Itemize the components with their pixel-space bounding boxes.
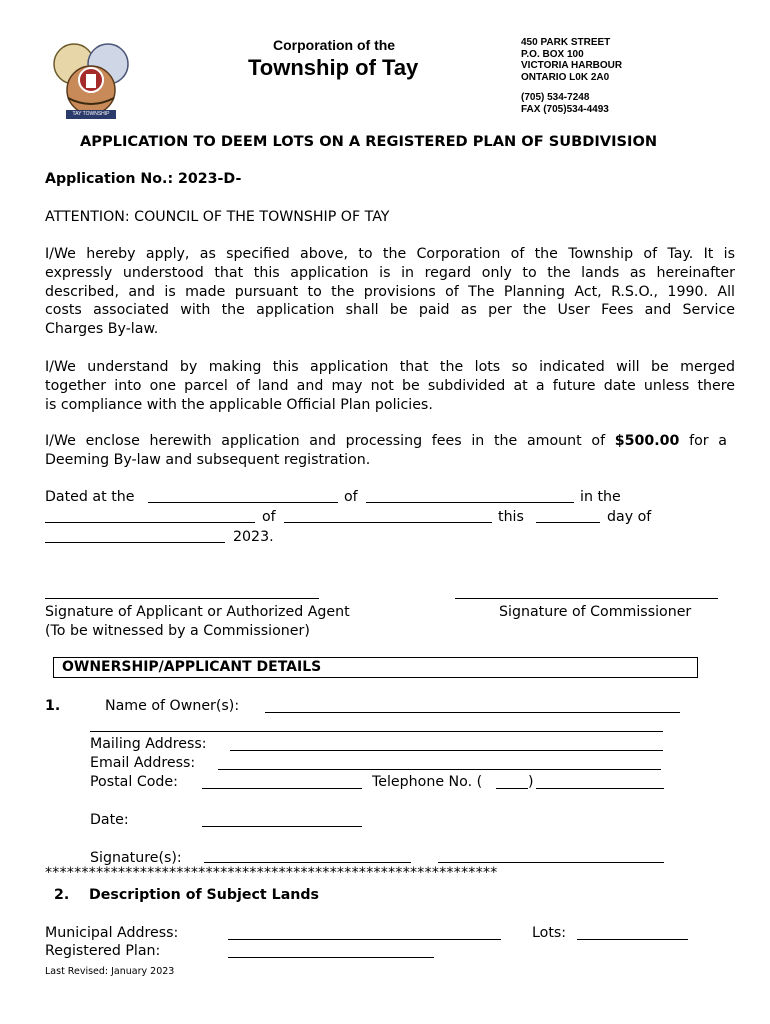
owner-signature-field-2[interactable] xyxy=(438,862,664,863)
attention-line: ATTENTION: COUNCIL OF THE TOWNSHIP OF TAY xyxy=(45,209,390,225)
telephone-field[interactable] xyxy=(536,788,664,789)
address-line: 450 PARK STREET xyxy=(521,37,611,48)
owner-name-field-2[interactable] xyxy=(90,731,663,732)
area-code-field[interactable] xyxy=(496,788,528,789)
dated-county-field[interactable] xyxy=(284,522,492,523)
telephone-label: Telephone No. ( xyxy=(372,774,483,790)
ownership-heading-box xyxy=(53,657,698,678)
registered-plan-field[interactable] xyxy=(228,957,434,958)
address-line: VICTORIA HARBOUR xyxy=(521,60,623,71)
dated-municipality-field[interactable] xyxy=(366,502,574,503)
commissioner-signature-label: Signature of Commissioner xyxy=(499,604,692,620)
document-title: APPLICATION TO DEEM LOTS ON A REGISTERED PLAN OF SUBDIVISION xyxy=(80,133,658,150)
paragraph-line: I/We understand by making this application that the lots so indicated will be merged xyxy=(45,359,735,375)
date-field[interactable] xyxy=(202,826,362,827)
municipal-address-field[interactable] xyxy=(228,939,501,940)
ownership-heading: OWNERSHIP/APPLICANT DETAILS xyxy=(62,659,322,675)
postal-code-label: Postal Code: xyxy=(90,774,178,790)
owner-name-label: Name of Owner(s): xyxy=(105,698,240,714)
dated-day-of-label: day of xyxy=(607,509,652,525)
paragraph-line: costs associated with the application shall be paid as per the User Fees and Service xyxy=(45,302,735,319)
dated-region-field[interactable] xyxy=(45,522,255,523)
commissioner-signature-field[interactable] xyxy=(455,598,718,599)
registered-plan-label: Registered Plan: xyxy=(45,943,161,959)
mailing-address-block xyxy=(521,37,622,115)
witness-note: (To be witnessed by a Commissioner) xyxy=(45,623,310,639)
dated-this-label: this xyxy=(498,509,524,525)
paragraph-line: Deeming By-law and subsequent registration. xyxy=(45,451,371,468)
dated-day-field[interactable] xyxy=(536,522,600,523)
subject-lands-heading: Description of Subject Lands xyxy=(89,887,319,903)
paragraph-line: I/We hereby apply, as specified above, to the Corporation of the Township of Tay. It is xyxy=(45,246,735,262)
section-2-number: 2. xyxy=(54,887,70,903)
dated-at-label: Dated at the xyxy=(45,489,135,505)
municipal-address-label: Municipal Address: xyxy=(45,925,179,941)
dated-year-label: 2023. xyxy=(233,529,274,545)
dated-place-field[interactable] xyxy=(148,502,338,503)
paragraph-line: expressly understood that this application is in regard only to the lands as hereinafter xyxy=(45,264,735,281)
dated-in-the-label: in the xyxy=(580,489,621,505)
lots-field[interactable] xyxy=(577,939,688,940)
fee-text-after: for a xyxy=(679,433,727,449)
fax-number: FAX (705)534-4493 xyxy=(521,103,609,115)
dated-of-label: of xyxy=(344,489,358,505)
email-address-field[interactable] xyxy=(218,769,661,770)
dated-of2-label: of xyxy=(262,509,276,525)
date-label: Date: xyxy=(90,812,129,828)
phone-number: (705) 534-7248 xyxy=(521,92,590,103)
township-name: Township of Tay xyxy=(248,55,419,80)
dated-month-field[interactable] xyxy=(45,542,225,543)
postal-code-field[interactable] xyxy=(202,788,362,789)
telephone-close-paren: ) xyxy=(528,774,534,790)
township-logo xyxy=(50,40,132,122)
mailing-address-field[interactable] xyxy=(230,750,663,751)
stars-divider: ************************************************************** xyxy=(45,865,498,881)
last-revised-footer: Last Revised: January 2023 xyxy=(45,966,175,977)
mailing-address-label: Mailing Address: xyxy=(90,736,207,752)
owner-signature-field-1[interactable] xyxy=(204,862,411,863)
fee-text-before: I/We enclose herewith application and processing fees in the amount of xyxy=(45,433,615,449)
signatures-label: Signature(s): xyxy=(90,850,182,866)
fee-statement xyxy=(45,432,727,470)
paragraph-line xyxy=(45,432,727,451)
address-line: P.O. BOX 100 xyxy=(521,48,584,60)
section-1-number: 1. xyxy=(45,698,61,714)
fee-amount: $500.00 xyxy=(614,433,680,449)
address-line: ONTARIO L0K 2A0 xyxy=(521,71,610,83)
paragraph-line: together into one parcel of land and may not be subdivided at a future date unless there xyxy=(45,377,735,394)
applicant-signature-label: Signature of Applicant or Authorized Agent xyxy=(45,604,350,620)
paragraph-line: described, and is made pursuant to the provisions of The Planning Act, R.S.O., 1990. All xyxy=(45,283,735,300)
application-number: Application No.: 2023-D- xyxy=(45,171,242,187)
logo-banner-text: TAY TOWNSHIP xyxy=(72,111,110,117)
owner-name-field[interactable] xyxy=(265,712,680,713)
merge-understanding-statement xyxy=(45,358,735,414)
lots-label: Lots: xyxy=(532,925,567,941)
corporation-of-label: Corporation of the xyxy=(273,37,396,53)
paragraph-line: is compliance with the applicable Official Plan policies. xyxy=(45,396,433,413)
applicant-signature-field[interactable] xyxy=(45,598,319,599)
paragraph-line: Charges By-law. xyxy=(45,321,159,338)
application-statement xyxy=(45,245,735,339)
email-address-label: Email Address: xyxy=(90,755,196,771)
